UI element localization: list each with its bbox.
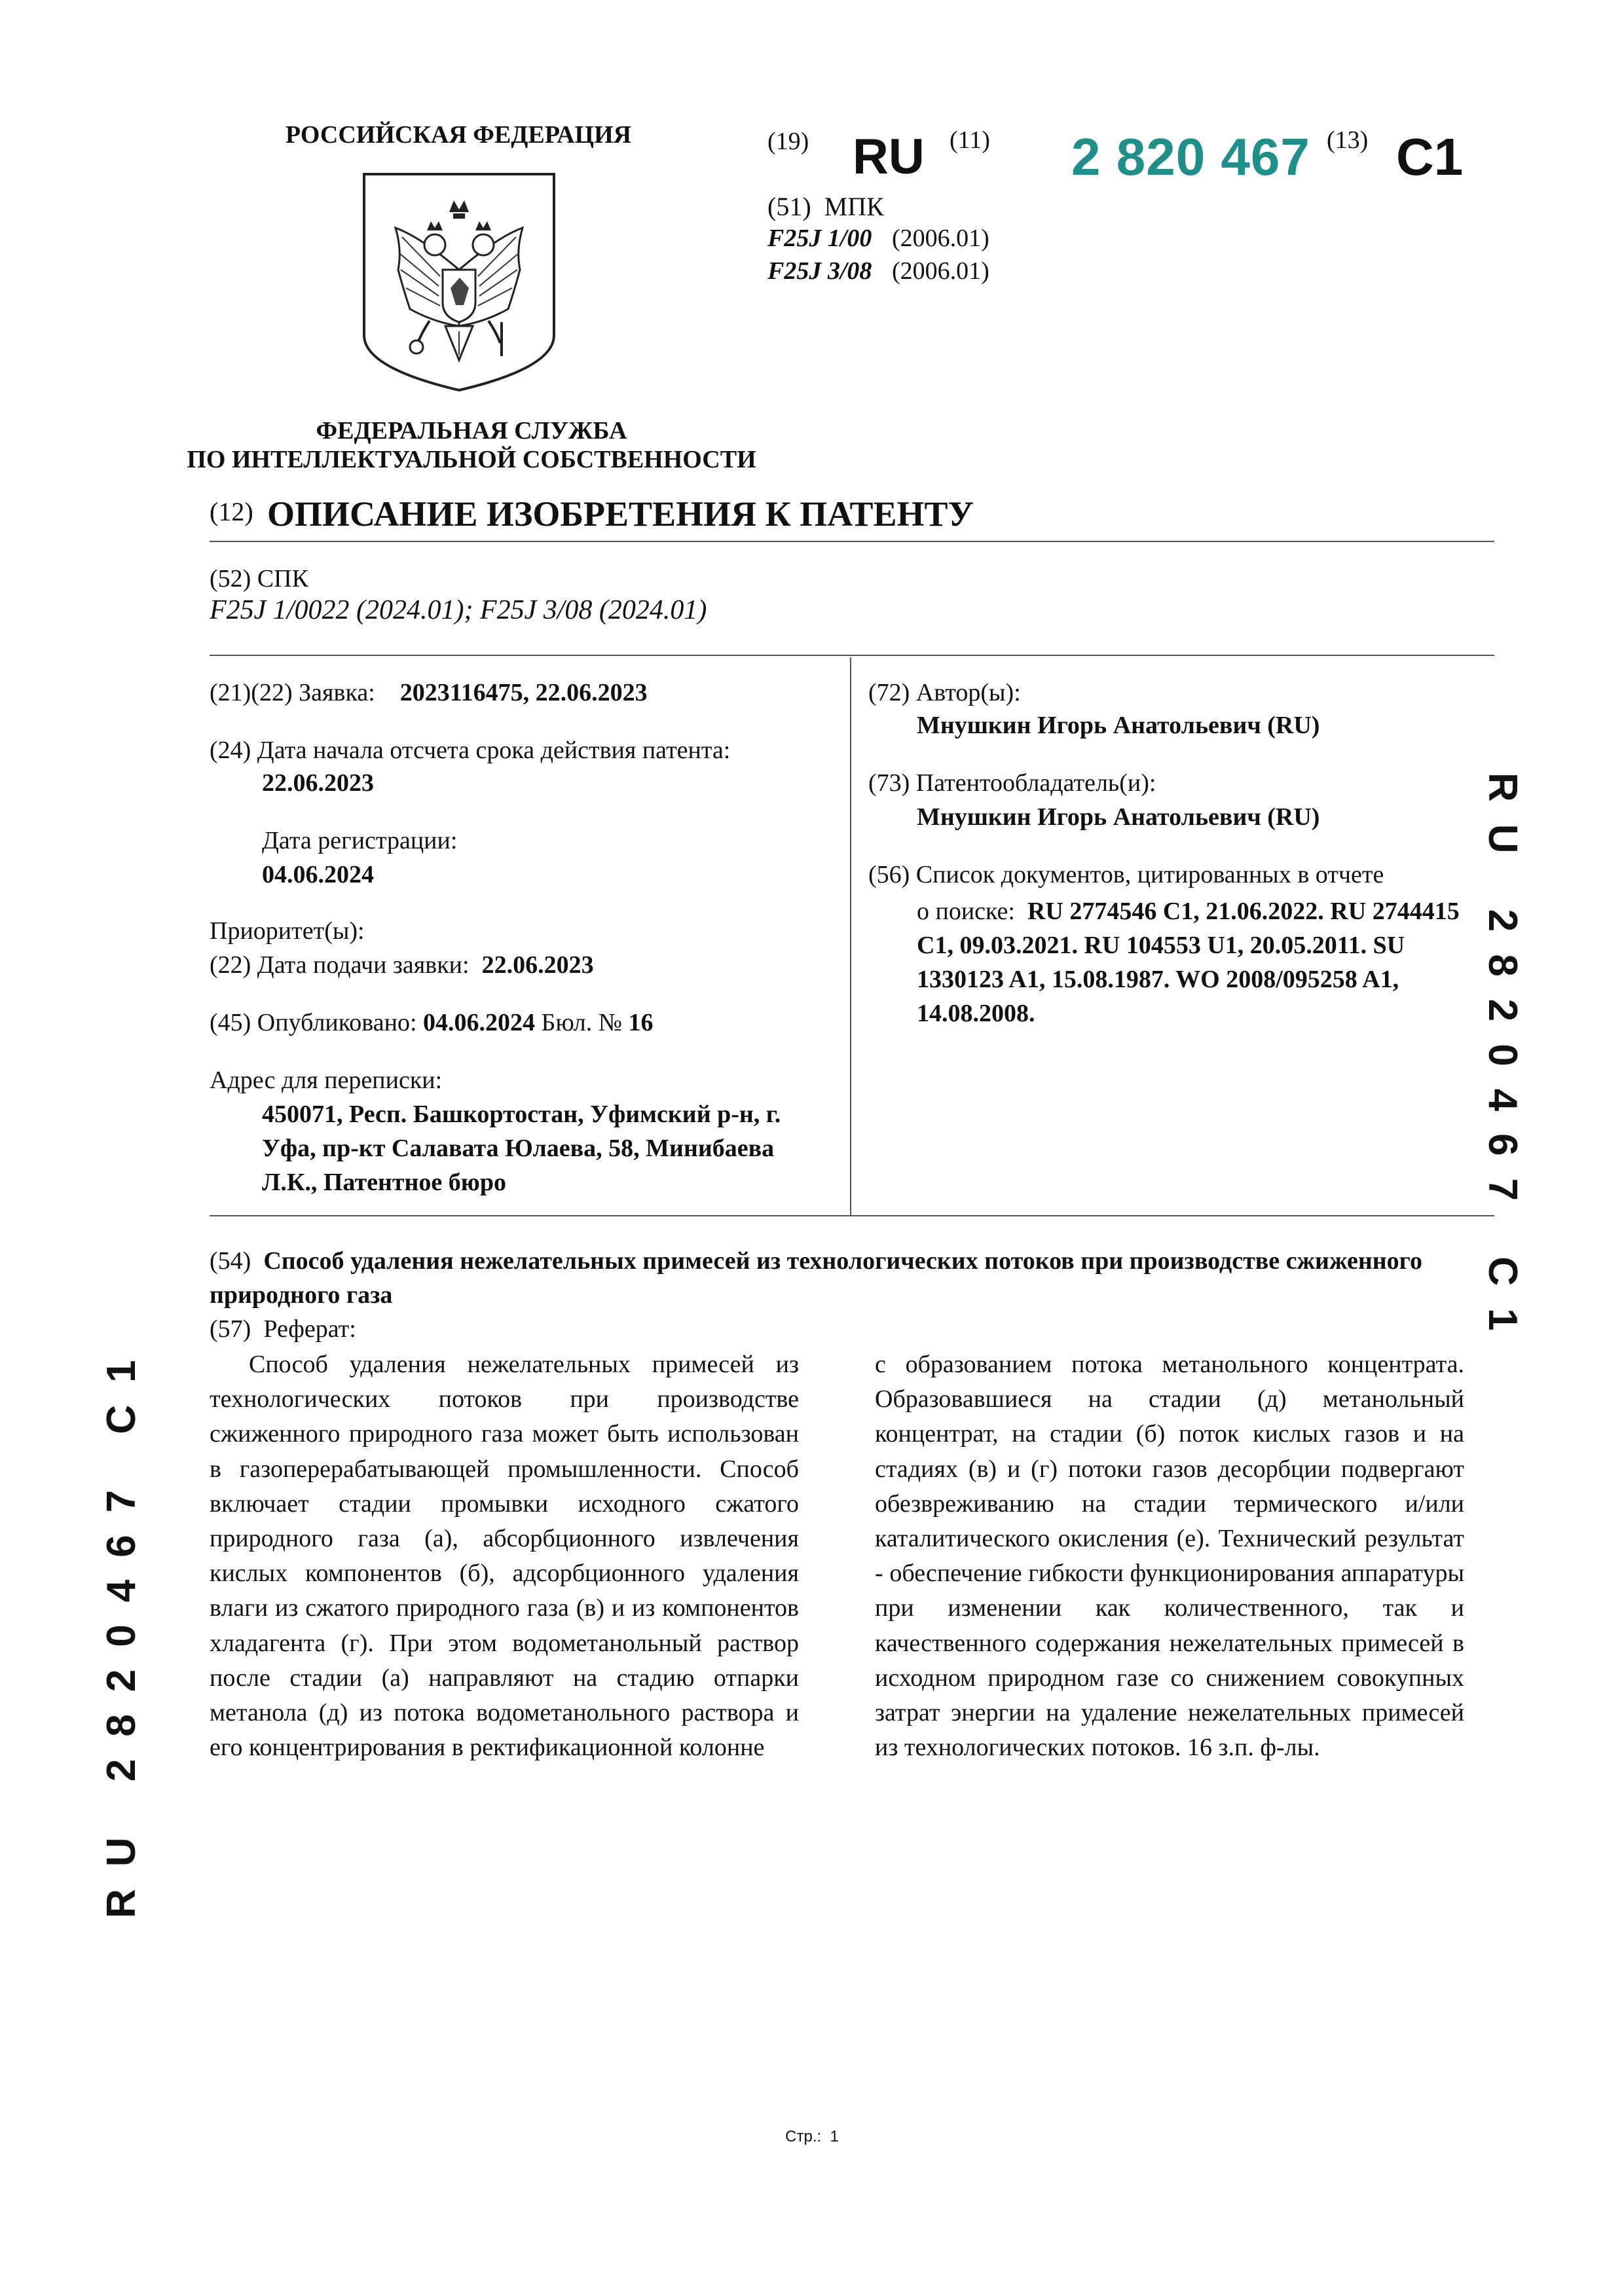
- refs-list: RU 2774546 C1, 21.06.2022. RU 2744415 C1, 09.03.2021. RU 104553 U1, 20.05.2011. SU 1330123 A1, 15.08.1987. WO 2008/095258 A1, 14.08.2008.: [917, 898, 1460, 1027]
- column-divider: [850, 657, 851, 1215]
- abstract-heading: [210, 1315, 356, 1343]
- page-indicator: [779, 2128, 845, 2146]
- document-title: ОПИСАНИЕ ИЗОБРЕТЕНИЯ К ПАТЕНТУ: [267, 494, 974, 534]
- inid-code-13: (13): [1327, 126, 1369, 154]
- ipc-class: F25J 3/08: [767, 257, 872, 285]
- address-label: Адрес для переписки:: [210, 1066, 443, 1094]
- page-number: 1: [830, 2128, 839, 2145]
- inid-code-12: (12): [210, 497, 253, 526]
- owners-label: (73) Патентообладатель(и):: [868, 769, 1156, 797]
- term-value: 22.06.2023: [262, 769, 374, 797]
- cpc-classes: F25J 1/0022 (2024.01); F25J 3/08 (2024.01): [210, 595, 707, 625]
- refs-label: (56) Список документов, цитированных в отчете: [868, 861, 1384, 888]
- divider: [210, 655, 1494, 656]
- patent-number: 2 820 467: [1071, 128, 1310, 186]
- application-row: [210, 678, 648, 707]
- filing-row: [210, 951, 594, 979]
- country-code: RU: [853, 129, 925, 185]
- kind-code: C1: [1396, 128, 1464, 186]
- bulletin-value: 16: [628, 1009, 654, 1036]
- owners-value: Мнушкин Игорь Анатольевич (RU): [917, 803, 1320, 831]
- ipc-heading: [767, 191, 884, 222]
- inid-code-57: (57): [210, 1315, 251, 1343]
- address-line: Л.К., Патентное бюро: [262, 1169, 506, 1196]
- cited-references: [917, 894, 1460, 1030]
- abstract-column-right: с образованием потока метанольного концентрата. Образовавшиеся на стадии (д) метанольный концентрат, на стадии (б) поток кислых газов и на стадиях (в) и (г) потоки газов десорбции подвергают обезвреживанию на стадии термического и/или каталитического окисления (е). Технический результат - обеспечение гибкости функционирования аппаратуры при изменении как количественного, так и качественного содержания нежелательных примесей в исходном природном газе со снижением совокупных затрат энергии на удаление нежелательных примесей из технологических потоков. 16 з.п. ф-лы.: [875, 1351, 1464, 1762]
- invention-title-block: [210, 1244, 1493, 1312]
- registration-label: Дата регистрации:: [262, 827, 458, 854]
- ipc-class: F25J 1/00: [767, 225, 872, 252]
- published-row: [210, 1008, 654, 1037]
- page-label: Стр.:: [785, 2128, 822, 2145]
- term-label: (24) Дата начала отсчета срока действия патента:: [210, 737, 731, 764]
- authors-label: (72) Автор(ы):: [868, 679, 1021, 706]
- filing-value: 22.06.2023: [481, 951, 594, 979]
- address-line: 450071, Респ. Башкортостан, Уфимский р-н, г.: [262, 1101, 781, 1128]
- ipc-entry: [767, 257, 989, 285]
- application-label: (21)(22) Заявка:: [210, 679, 375, 706]
- agency-name-line2: ПО ИНТЕЛЛЕКТУАЛЬНОЙ СОБСТВЕННОСТИ: [187, 446, 756, 473]
- divider: [210, 541, 1494, 542]
- inid-code-52: (52): [210, 565, 251, 592]
- filing-label: (22) Дата подачи заявки:: [210, 951, 470, 979]
- application-value: 2023116475, 22.06.2023: [399, 679, 648, 706]
- coat-of-arms-icon: [361, 172, 557, 393]
- published-label: (45) Опубликовано:: [210, 1009, 417, 1036]
- abstract-column-left: Способ удаления нежелательных примесей из технологических потоков при производстве сжиженного природного газа может быть использован в газоперерабатывающей промышленности. Способ включает стадии промывки исходного сжатого природного газа (а), абсорбционного извлечения кислых компонентов (б), адсорбционного удаления влаги из сжатого природного газа (в) и из компонентов хладагента (г). При этом водометанольный раствор после стадии (а) направляют на стадию отпарки метанола (д) из потока водометанольного раствора и его концентрирования в ректификационной колонне: [210, 1351, 799, 1762]
- priority-label: Приоритет(ы):: [210, 917, 365, 945]
- side-identifier-left: RU 2820467 C1: [99, 1338, 144, 1918]
- inid-code-19: (19): [767, 128, 809, 155]
- inid-code-54: (54): [210, 1247, 251, 1275]
- cpc-heading: [210, 564, 308, 593]
- ipc-label: МПК: [824, 192, 884, 221]
- registration-value: 04.06.2024: [262, 861, 374, 888]
- abstract-label: Реферат:: [263, 1315, 356, 1343]
- ipc-entry: [767, 224, 989, 253]
- divider: [210, 1215, 1494, 1216]
- published-value: 04.06.2024: [423, 1009, 536, 1036]
- side-identifier-right: RU 2820467 C1: [1480, 773, 1525, 1353]
- bulletin-label: Бюл. №: [541, 1009, 622, 1036]
- ipc-version: (2006.01): [892, 225, 989, 252]
- refs-prefix: о поиске:: [917, 898, 1015, 925]
- ipc-version: (2006.01): [892, 257, 989, 285]
- authors-value: Мнушкин Игорь Анатольевич (RU): [917, 712, 1320, 739]
- invention-title: Способ удаления нежелательных примесей из технологических потоков при производстве сжиженного природного газа: [210, 1247, 1422, 1309]
- address-line: Уфа, пр-кт Салавата Юлаева, 58, Минибаева: [262, 1135, 775, 1162]
- inid-code-11: (11): [950, 126, 990, 154]
- cpc-label: СПК: [257, 565, 308, 592]
- inid-code-51: (51): [767, 192, 811, 221]
- agency-name-line1: ФЕДЕРАЛЬНАЯ СЛУЖБА: [316, 417, 627, 445]
- country-name: РОССИЙСКАЯ ФЕДЕРАЦИЯ: [285, 121, 632, 149]
